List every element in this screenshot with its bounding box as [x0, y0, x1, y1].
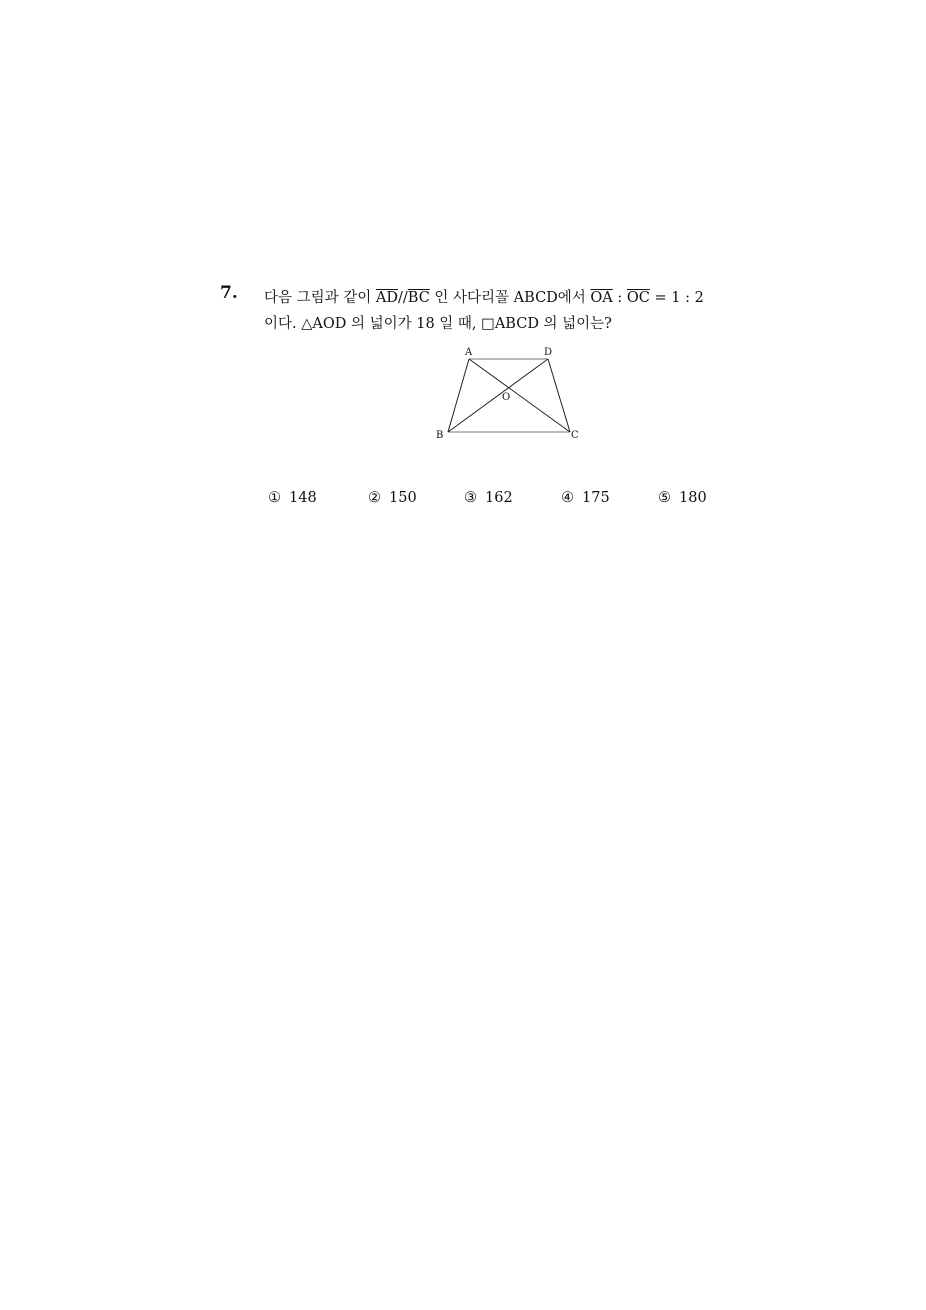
choice-value: 180: [679, 490, 707, 506]
choice-value: 162: [485, 490, 513, 506]
label-o: O: [502, 392, 511, 403]
choice-value: 175: [582, 490, 610, 506]
parallel-symbol: //: [398, 290, 408, 306]
ratio-value: = 1 : 2: [649, 290, 704, 306]
choice-1[interactable]: [268, 490, 317, 506]
label-a: A: [465, 347, 473, 358]
choice-value: 148: [289, 490, 317, 506]
question-text-part: 인 사다리꼴 ABCD에서: [429, 290, 591, 306]
segment-oc: $\overline{OC}$: [626, 290, 650, 306]
trapezoid-diagram: [420, 340, 600, 450]
choice-mark: ⑤: [658, 490, 671, 506]
choice-2[interactable]: [368, 490, 417, 506]
label-b: B: [436, 430, 444, 441]
choice-value: 150: [389, 490, 417, 506]
diagonal-ac-line: [469, 359, 570, 432]
diagonal-bd-line: [448, 359, 548, 432]
choice-5[interactable]: [658, 490, 707, 506]
question-line-2: 이다. △AOD 의 넓이가 18 일 때, □ABCD 의 넓이는?: [264, 316, 612, 332]
question-text: [264, 285, 744, 337]
question-text-part: 다음 그림과 같이: [264, 290, 376, 306]
choice-3[interactable]: [464, 490, 513, 506]
segment-bc: $\overline{BC}$: [407, 290, 430, 306]
label-c: C: [571, 430, 579, 441]
question-line-1: [264, 285, 744, 311]
ratio-colon: :: [612, 290, 627, 306]
segment-dc-line: [548, 359, 570, 432]
segment-ad: $\overline{AD}$: [375, 290, 398, 306]
choice-4[interactable]: [561, 490, 610, 506]
choice-mark: ②: [368, 490, 381, 506]
label-d: D: [544, 347, 553, 358]
choice-mark: ④: [561, 490, 574, 506]
choice-mark: ①: [268, 490, 281, 506]
segment-oa: $\overline{OA}$: [590, 290, 613, 306]
problem-number: 7.: [220, 283, 238, 303]
choice-mark: ③: [464, 490, 477, 506]
segment-ab-line: [448, 359, 469, 432]
trapezoid-figure: [420, 340, 600, 454]
